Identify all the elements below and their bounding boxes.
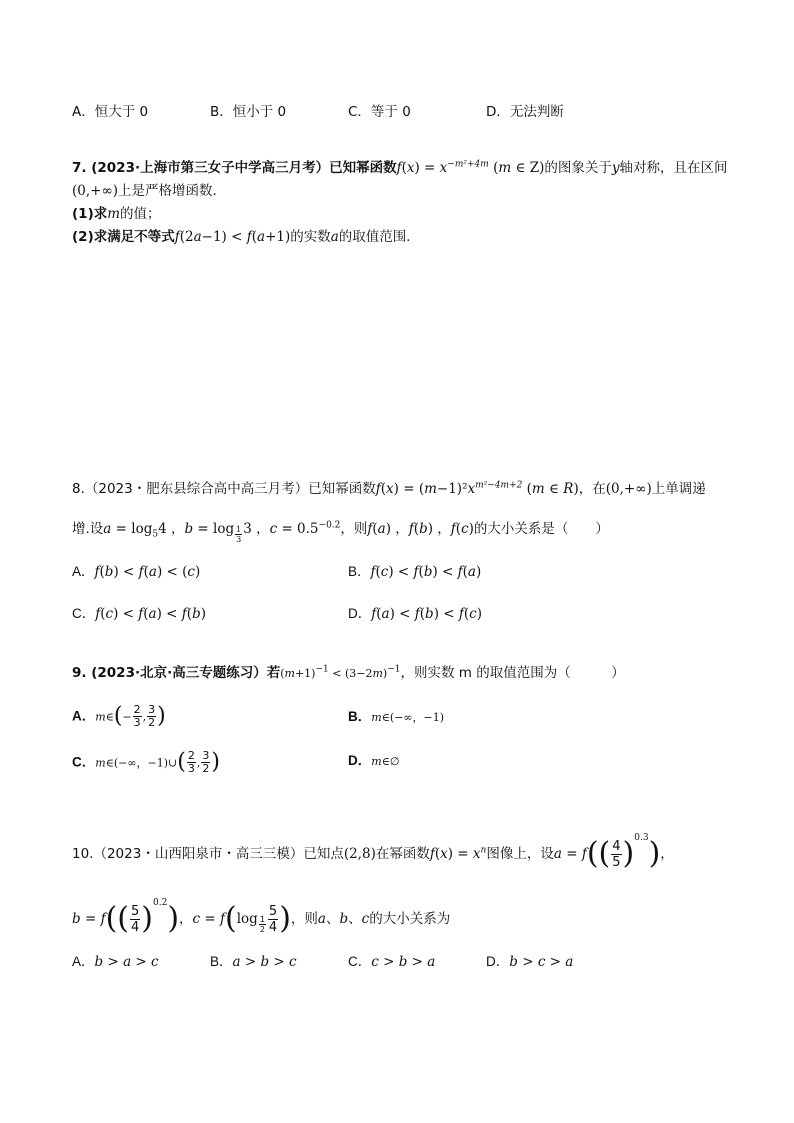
q10-line1: 10.（2023・山西阳泉市・高三三模）已知点(2,8)在幂函数$f(x) = x^n$图像上，设a = f(( $\frac{4}{5}$ )$^{0.3}$)，: [72, 833, 674, 871]
q9-prefix: 9. (2023·北京·高三专题练习）若: [72, 665, 281, 681]
q7-function: f: [396, 160, 402, 176]
q8-option-d: D．f(a) < f(b) < f(c): [348, 606, 482, 622]
q9-option-b: B．m∈(−∞，−1): [348, 709, 445, 724]
q9-option-a: A．m∈(− $\frac{2}{3}$ , $\frac{3}{2}$ ): [72, 703, 166, 729]
q8-option-c: C．f(c) < f(a) < f(b): [72, 606, 206, 622]
q7-mid2: 轴对称，且在区间: [619, 160, 728, 176]
q8-line2: 增.设$a = \log_54$ ，b = log $_{\frac{1}{3}}$ 3 ，$c = 0.5^{-0.2}$，则f(a) ，f(b) ，f(c)的大小关系是（ ）: [72, 520, 609, 544]
q7-part2: (2)求满足不等式f(2a−1) < f(a+1)的实数a的取值范围．: [72, 229, 420, 245]
q6-option-d: D．无法判断: [486, 104, 564, 120]
q6-option-b: B．恒小于 0: [210, 104, 287, 120]
q8-option-b: B．f(c) < f(b) < f(a): [348, 564, 482, 580]
q10-line2: b = f(( $\frac{5}{4}$ )$^{0.2}$)，c = f(log $_{\frac{1}{2}}$ $\frac{5}{4}$ )，则a、b、c的大小关系为: [72, 898, 451, 936]
q7-line1: 7. (2023·上海市第三女子中学高三月考）已知幂函数$f(x) = x^{-m^2+4m}$ (m ∈ Z)的图象关于y轴对称，且在区间: [72, 159, 728, 176]
q6-option-a: A．恒大于 0: [72, 104, 149, 120]
q7-prefix: 7. (2023·上海市第三女子中学高三月考）已知幂函数: [72, 160, 397, 176]
q7-mid1: 的图象关于: [544, 160, 612, 176]
q10-prefix: 10.（2023・山西阳泉市・高三三模）已知点: [72, 846, 344, 862]
q9-option-d: D．m∈∅: [348, 753, 400, 768]
q7-part1: (1)求m的值；: [72, 206, 161, 222]
q7-line2: (0,+∞)上是严格增函数．: [72, 183, 226, 199]
q7-line2-tail: 上是严格增函数．: [117, 183, 226, 199]
q8-option-a: A．f(b) < f(a) < (c): [72, 564, 201, 580]
q9-option-c: C．m∈(−∞，−1)∪( $\frac{2}{3}$ , $\frac{3}{2}$ ): [72, 749, 220, 775]
q10-option-a: A．b > a > c: [72, 954, 159, 970]
q6-option-c: C．等于 0: [348, 104, 411, 120]
q10-option-d: D．b > c > a: [486, 954, 574, 970]
q8-line1: 8.（2023・肥东县综合高中高三月考）已知幂函数$f(x) = (m-1)^2x^{m^2-4m+2}$ (m ∈ R)，在(0,+∞)上单调递: [72, 480, 706, 497]
q10-option-b: B．a > b > c: [210, 954, 297, 970]
q9-line1: 9. (2023·北京·高三专题练习）若$(m+1)^{-1} < (3-2m)^{-1}$，则实数 m 的取值范围为（ ）: [72, 664, 625, 681]
q10-option-c: C．c > b > a: [348, 954, 436, 970]
q8-prefix: 8.（2023・肥东县综合高中高三月考）已知幂函数: [72, 481, 376, 497]
